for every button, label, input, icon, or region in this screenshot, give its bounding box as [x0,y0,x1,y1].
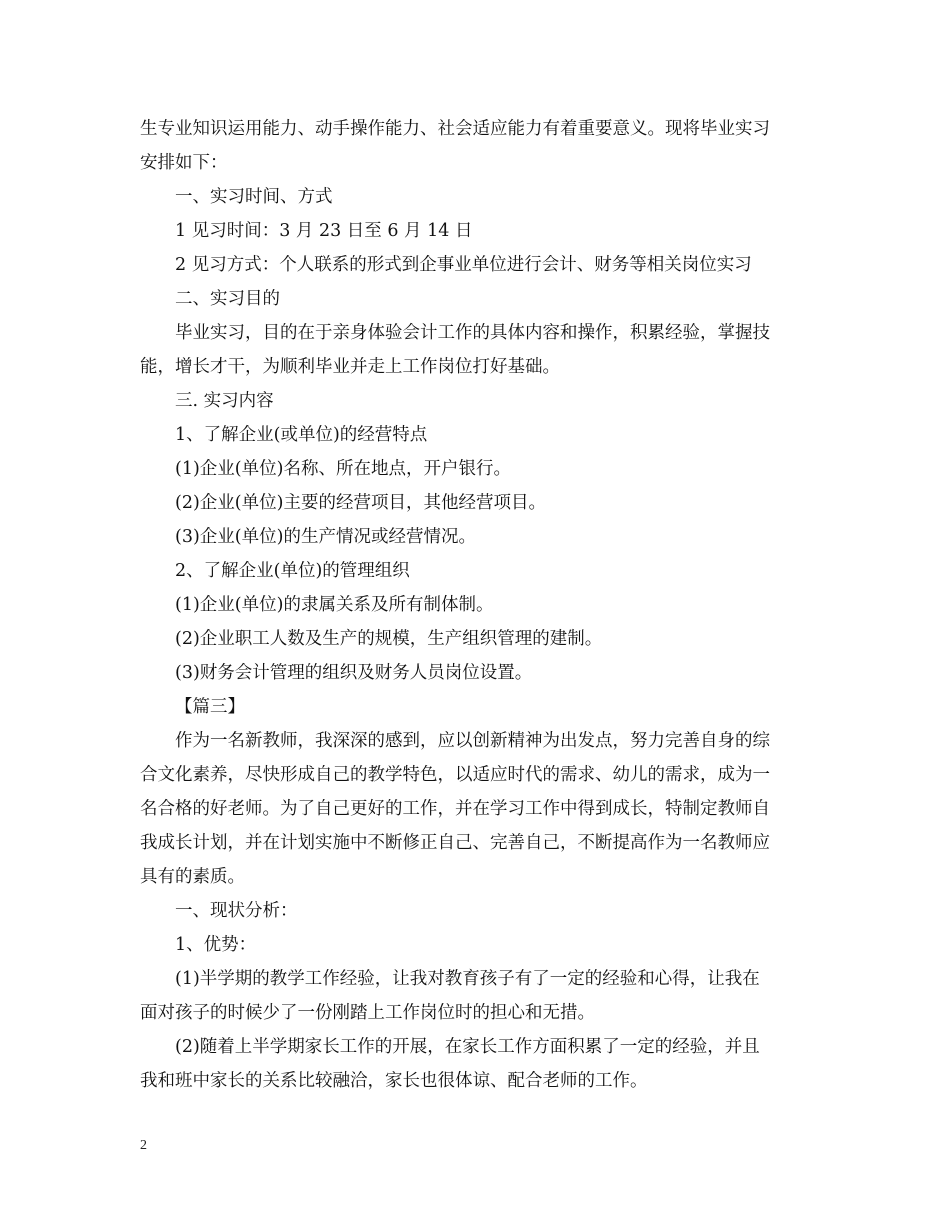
text-line: 具有的素质。 [140,867,245,887]
text-line: 合文化素养，尽快形成自己的教学特色，以适应时代的需求、幼儿的需求，成为一 [140,765,770,785]
document-body [140,112,812,1098]
section-heading: 三. 实习内容 [175,391,274,411]
text-line: (1)企业(单位)的隶属关系及所有制体制。 [175,595,494,615]
text-line: 2 见习方式：个人联系的形式到企事业单位进行会计、财务等相关岗位实习 [175,255,752,275]
section-heading: 二、实习目的 [175,289,280,309]
text-line: (1)半学期的教学工作经验，让我对教育孩子有了一定的经验和心得，让我在 [175,969,760,989]
text-line: 名合格的好老师。为了自己更好的工作，并在学习工作中得到成长，特制定教师自 [140,799,770,819]
text-line: 作为一名新教师，我深深的感到，应以创新精神为出发点，努力完善自身的综 [175,731,770,751]
text-line: 毕业实习，目的在于亲身体验会计工作的具体内容和操作，积累经验，掌握技 [175,323,770,343]
text-line: (1)企业(单位)名称、所在地点，开户银行。 [175,459,511,479]
page-number: 2 [140,1138,147,1153]
text-line: (3)财务会计管理的组织及财务人员岗位设置。 [175,663,533,683]
text-line: 面对孩子的时候少了一份刚踏上工作岗位时的担心和无措。 [140,1003,595,1023]
text-line: 生专业知识运用能力、动手操作能力、社会适应能力有着重要意义。现将毕业实习 [140,119,770,139]
text-line: (2)随着上半学期家长工作的开展，在家长工作方面积累了一定的经验，并且 [175,1037,760,1057]
text-line: 我成长计划，并在计划实施中不断修正自己、完善自己，不断提高作为一名教师应 [140,833,770,853]
text-line: (2)企业职工人数及生产的规模，生产组织管理的建制。 [175,629,603,649]
text-line: 1 见习时间：3 月 23 日至 6 月 14 日 [175,221,473,241]
text-line: 1、优势： [175,935,257,955]
section-heading: 【篇三】 [175,697,245,717]
text-line: (2)企业(单位)主要的经营项目，其他经营项目。 [175,493,546,513]
section-heading: 一、现状分析： [175,901,298,921]
text-line: 安排如下： [140,153,228,173]
text-line: 2、了解企业(单位)的管理组织 [175,561,410,581]
text-line: (3)企业(单位)的生产情况或经营情况。 [175,527,476,547]
text-line: 1、了解企业(或单位)的经营特点 [175,425,428,445]
text-line: 我和班中家长的关系比较融洽，家长也很体谅、配合老师的工作。 [140,1071,648,1091]
text-line: 能，增长才干，为顺利毕业并走上工作岗位打好基础。 [140,357,560,377]
section-heading: 一、实习时间、方式 [175,187,333,207]
